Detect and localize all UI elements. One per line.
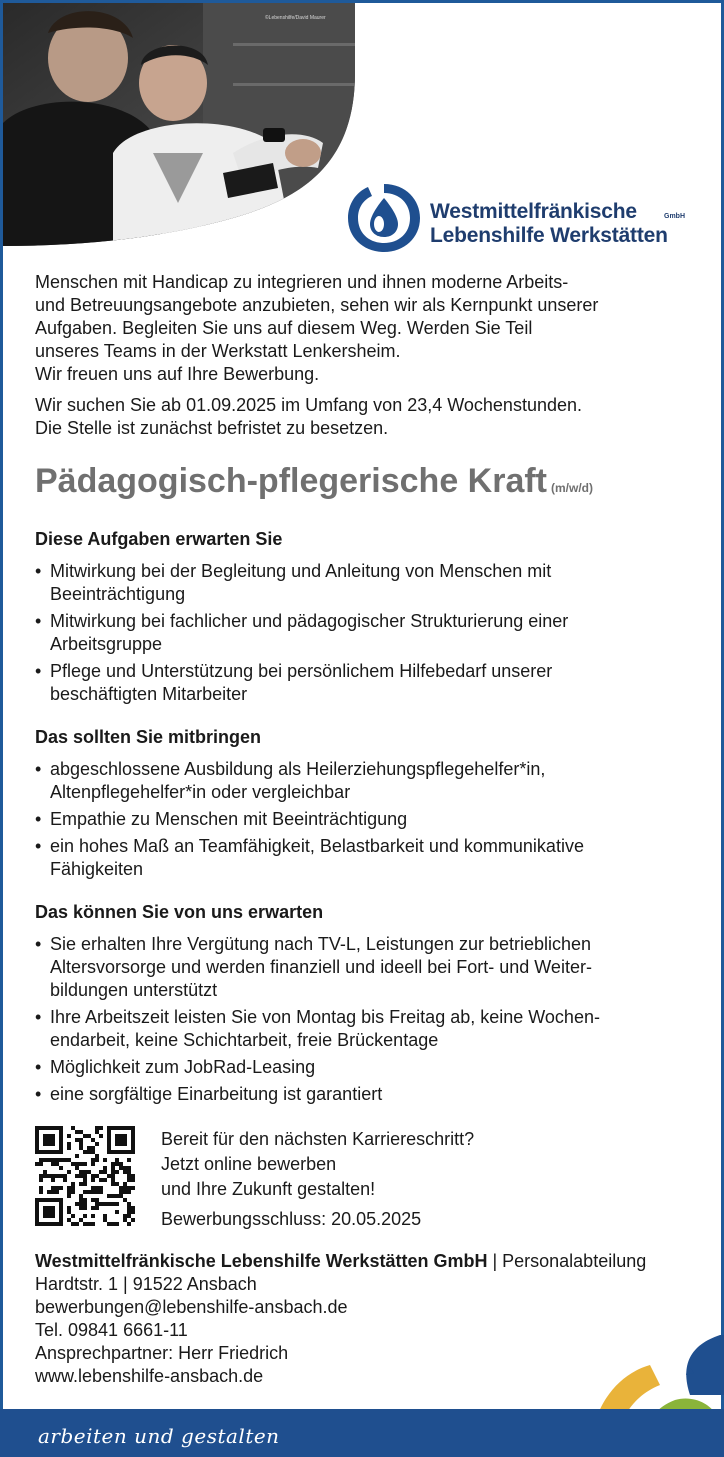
job-title-text: Pädagogisch-pflegerische Kraft xyxy=(35,462,548,500)
list-item: • ein hohes Maß an Teamfähigkeit, Belastbarkeit und kommunikative Fähigkeiten xyxy=(35,835,695,881)
logo-text-line2: Lebenshilfe Werkstätten xyxy=(430,224,668,247)
cta-line1: Bereit für den nächsten Karriereschritt? xyxy=(161,1129,475,1149)
phone: Tel. 09841 6661-11 xyxy=(35,1320,188,1340)
contact-person: Ansprechpartner: Herr Friedrich xyxy=(35,1343,289,1363)
list-item: • Mitwirkung bei fachlicher und pädagogischer Strukturierung einer Arbeitsgruppe xyxy=(35,610,695,656)
header-photo xyxy=(3,3,355,246)
tasks-list xyxy=(35,560,695,710)
lebenshilfe-logo-icon xyxy=(344,180,424,254)
photo-credit: ©Lebenshilfe/David Maurer xyxy=(265,15,326,21)
list-item: • Mitwirkung bei der Begleitung und Anleitung von Menschen mit Beeinträchtigung xyxy=(35,560,695,606)
offers-list xyxy=(35,933,695,1110)
list-item: • Empathie zu Menschen mit Beeinträchtigung xyxy=(35,808,695,831)
contact-org-line xyxy=(35,1250,705,1273)
list-item: • abgeschlossene Ausbildung als Heilerziehungspflegehelfer*in, Altenpflegehelfer*in oder vergleichbar xyxy=(35,758,695,804)
website-link[interactable]: www.lebenshilfe-ansbach.de xyxy=(35,1366,264,1386)
list-item: • Sie erhalten Ihre Vergütung nach TV-L, Leistungen zur betrieblichen Altersvorsorge und werden finanziell und ideell bei Fort- und Weiter- bildungen unterstützt xyxy=(35,933,695,1002)
department: | Personalabteilung xyxy=(487,1251,647,1271)
section-heading-requirements: Das sollten Sie mitbringen xyxy=(35,727,262,747)
job-title-gender-suffix: (m/w/d) xyxy=(551,481,594,495)
intro-paragraph-1: Menschen mit Handicap zu integrieren und ihnen moderne Arbeits- und Betreuungsangebote anzubieten, sehen wir als Kernpunkt unserer Aufgaben. Begleiten Sie uns auf diesem Weg. Werden Sie Teil unseres Teams in der Werkstatt Lenkersheim. Wir freuen uns auf Ihre Bewerbung. xyxy=(35,272,599,384)
list-item: • eine sorgfältige Einarbeitung ist garantiert xyxy=(35,1083,695,1106)
intro-text xyxy=(35,271,695,440)
cta-line2: Jetzt online bewerben xyxy=(161,1154,337,1174)
list-item: • Pflege und Unterstützung bei persönlichem Hilfebedarf unserer beschäftigten Mitarbeiter xyxy=(35,660,695,706)
cta-line3: und Ihre Zukunft gestalten! xyxy=(161,1179,376,1199)
application-deadline: Bewerbungsschluss: 20.05.2025 xyxy=(161,1209,422,1229)
list-item: • Möglichkeit zum JobRad-Leasing xyxy=(35,1056,695,1079)
requirements-list xyxy=(35,758,695,885)
logo-gmbh: GmbH xyxy=(664,213,685,220)
call-to-action xyxy=(161,1128,474,1231)
application-qr-code[interactable] xyxy=(35,1126,135,1226)
list-item: • Ihre Arbeitszeit leisten Sie von Montag bis Freitag ab, keine Wochen- endarbeit, keine Schichtarbeit, freie Brückentage xyxy=(35,1006,695,1052)
address: Hardtstr. 1 | 91522 Ansbach xyxy=(35,1274,257,1294)
organization-name: Westmittelfränkische Lebenshilfe Werkstätten GmbH xyxy=(35,1251,488,1271)
email-link[interactable]: bewerbungen@lebenshilfe-ansbach.de xyxy=(35,1297,348,1317)
section-heading-tasks: Diese Aufgaben erwarten Sie xyxy=(35,529,283,549)
logo-text-line1: Westmittelfränkische xyxy=(430,200,637,223)
intro-paragraph-2: Wir suchen Sie ab 01.09.2025 im Umfang von 23,4 Wochenstunden. Die Stelle ist zunächst befristet zu besetzen. xyxy=(35,395,582,438)
section-heading-offers: Das können Sie von uns erwarten xyxy=(35,902,324,922)
footer-slogan: arbeiten und gestalten xyxy=(38,1424,280,1448)
company-logo xyxy=(344,180,704,254)
job-title xyxy=(35,462,593,501)
